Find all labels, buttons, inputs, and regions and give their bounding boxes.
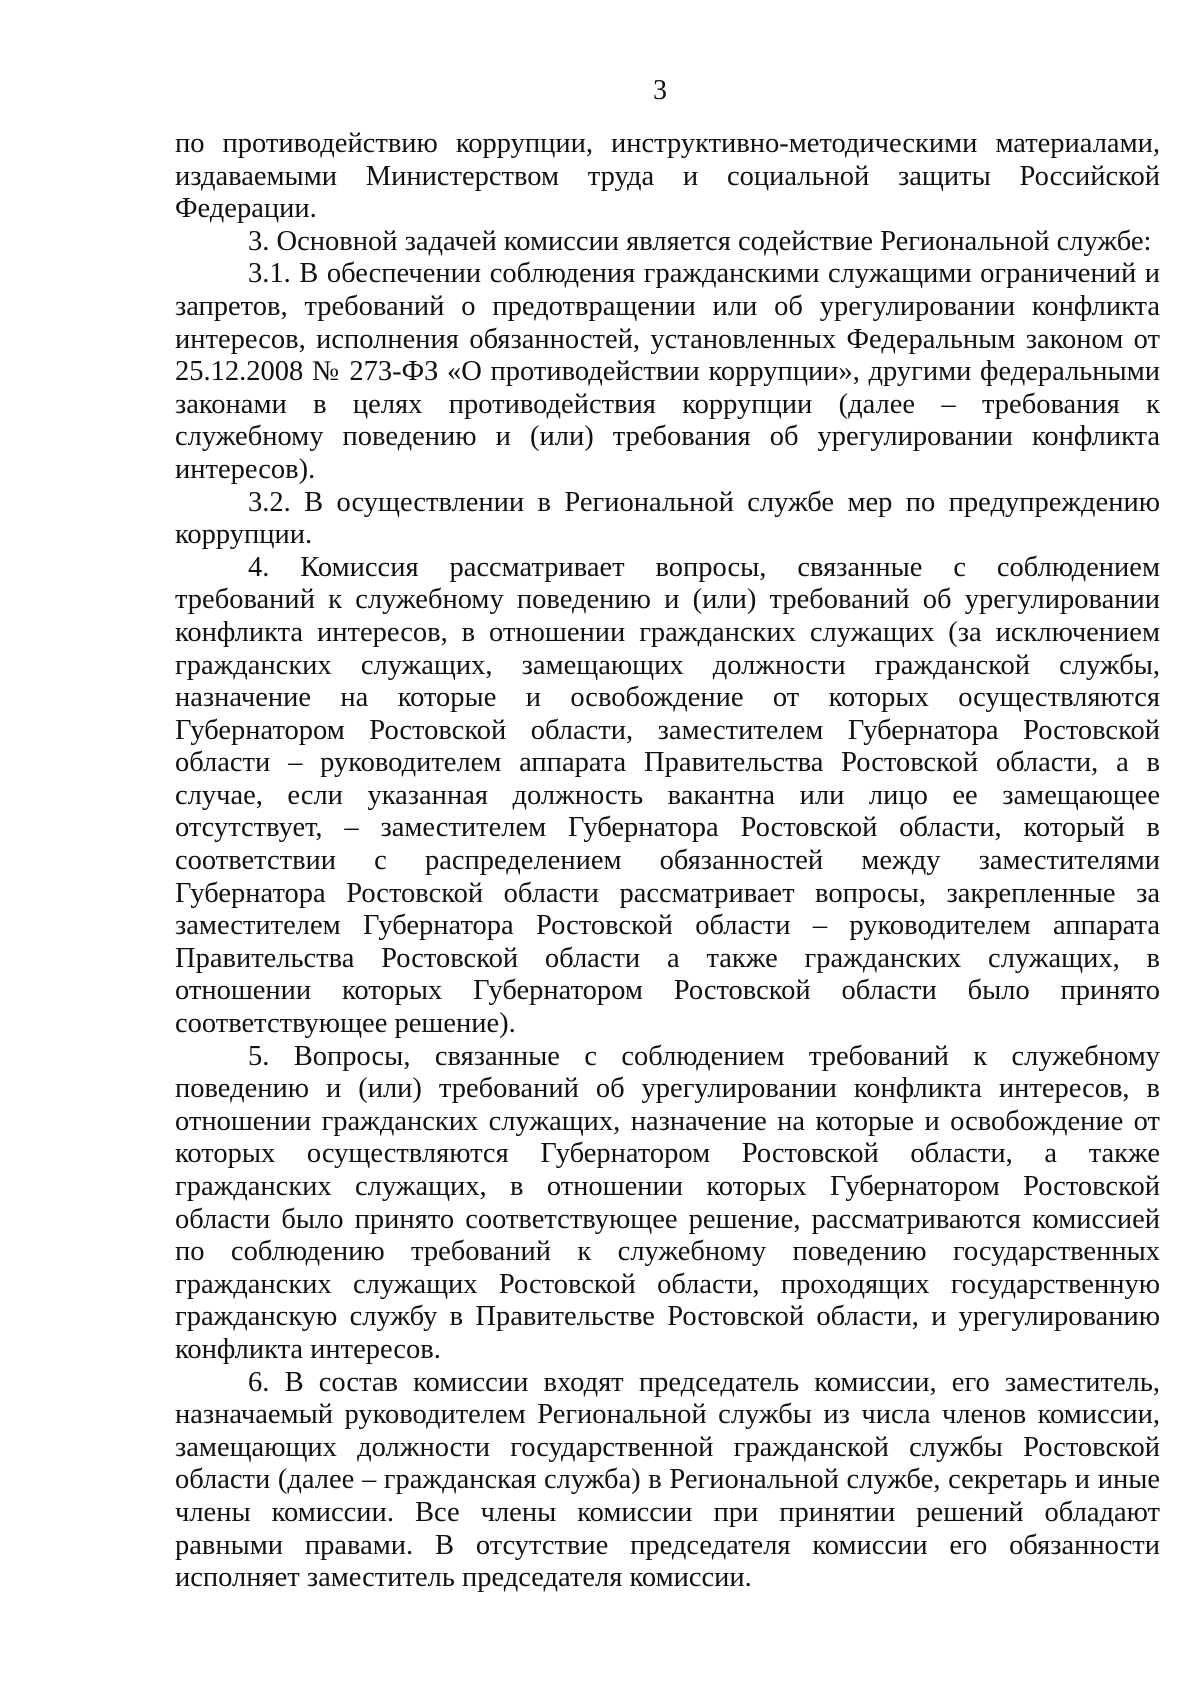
paragraph-3-1: 3.1. В обеспечении соблюдения гражданскими служащими ограничений и запретов, требований о предотвращении или об урегулировании конфликта интересов, исполнения обязанностей, установленных Федеральным законом от 25.12.2008 № 273-ФЗ «О противодействии коррупции», другими федеральными законами в целях противодействия коррупции (далее – требования к служебному поведению и (или) требования об урегулировании конфликта интересов). bbox=[175, 258, 1160, 485]
page-number: 3 bbox=[653, 75, 667, 106]
document-body bbox=[175, 128, 1160, 1595]
paragraph-continuation: по противодействию коррупции, инструктивно-методическими материалами, издаваемыми Министерством труда и социальной защиты Российской Федерации. bbox=[175, 128, 1160, 225]
paragraph-6: 6. В состав комиссии входят председатель комиссии, его заместитель, назначаемый руководителем Региональной службы из числа членов комиссии, замещающих должности государственной гражданской службы Ростовской области (далее – гражданская служба) в Региональной службе, секретарь и иные члены комиссии. Все члены комиссии при принятии решений обладают равными правами. В отсутствие председателя комиссии его обязанности исполняет заместитель председателя комиссии. bbox=[175, 1366, 1160, 1594]
paragraph-3-2: 3.2. В осуществлении в Региональной службе мер по предупреждению коррупции. bbox=[175, 486, 1160, 551]
paragraph-4: 4. Комиссия рассматривает вопросы, связанные с соблюдением требований к служебному поведению и (или) требований об урегулировании конфликта интересов, в отношении гражданских служащих (за исключением гражданских служащих, замещающих должности гражданской службы, назначение на которые и освобождение от которых осуществляются Губернатором Ростовской области, заместителем Губернатора Ростовской области – руководителем аппарата Правительства Ростовской области, а в случае, если указанная должность вакантна или лицо ее замещающее отсутствует, – заместителем Губернатора Ростовской области, который в соответствии с распределением обязанностей между заместителями Губернатора Ростовской области рассматривает вопросы, закрепленные за заместителем Губернатора Ростовской области – руководителем аппарата Правительства Ростовской области а также гражданских служащих, в отношении которых Губернатором Ростовской области было принято соответствующее решение). bbox=[175, 551, 1160, 1040]
paragraph-3: 3. Основной задачей комиссии является содействие Региональной службе: bbox=[248, 225, 1152, 257]
paragraph-5: 5. Вопросы, связанные с соблюдением требований к служебному поведению и (или) требований об урегулировании конфликта интересов, в отношении гражданских служащих, назначение на которые и освобождение от которых осуществляются Губернатором Ростовской области, а также гражданских служащих, в отношении которых Губернатором Ростовской области было принято соответствующее решение, рассматриваются комиссией по соблюдению требований к служебному поведению государственных гражданских служащих Ростовской области, проходящих государственную гражданскую службу в Правительстве Ростовской области, и урегулированию конфликта интересов. bbox=[175, 1040, 1160, 1365]
